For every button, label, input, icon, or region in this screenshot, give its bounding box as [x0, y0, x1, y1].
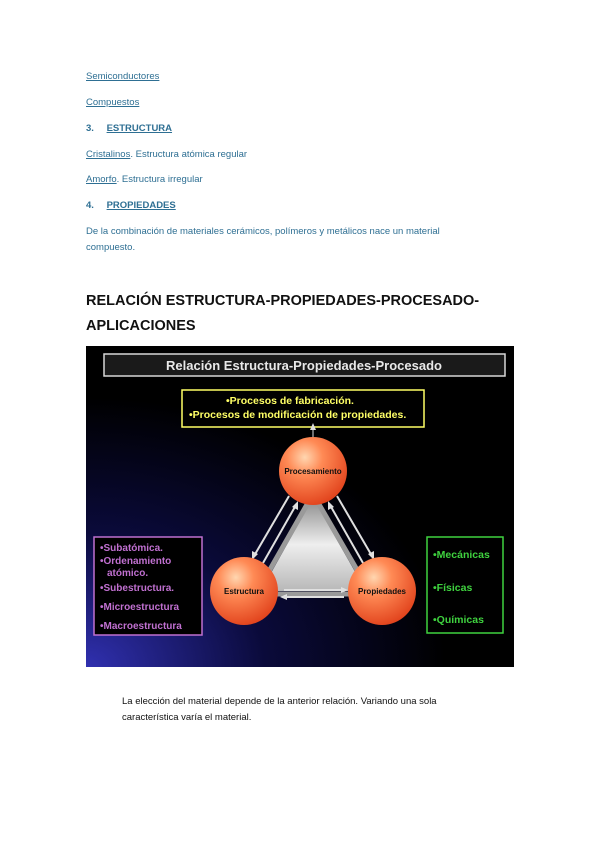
- amorfo-text: . Estructura irregular: [116, 174, 203, 185]
- node-propiedades-label: Propiedades: [357, 587, 407, 596]
- top-box-line-2: •Procesos de modificación de propiedades.: [189, 409, 407, 421]
- semiconductores-paragraph: [86, 71, 159, 82]
- compuesto-paragraph: De la combinación de materiales cerámicos, polímeros y metálicos nace un material compuesto.: [86, 226, 440, 253]
- relation-diagram: [86, 346, 514, 667]
- compuestos-link[interactable]: Compuestos: [86, 97, 140, 108]
- left-box-line-4: •Subestructura.: [100, 583, 175, 594]
- left-box-line-6: •Macroestructura: [100, 621, 182, 632]
- estructura-link[interactable]: ESTRUCTURA: [106, 123, 173, 134]
- cristalinos-link[interactable]: Cristalinos: [86, 149, 131, 160]
- section-3-number: 3.: [86, 123, 94, 134]
- left-box-line-2: •Ordenamiento: [100, 556, 172, 567]
- figure-caption: La elección del material depende de la anterior relación. Variando una sola característica varía el material.: [122, 696, 437, 723]
- node-procesamiento-label: Procesamiento: [284, 467, 342, 476]
- right-box-line-1: •Mecánicas: [433, 549, 490, 561]
- left-box-line-3: atómico.: [107, 568, 149, 579]
- cristalinos-paragraph: [86, 149, 247, 160]
- amorfo-paragraph: [86, 174, 203, 185]
- top-box-line-1: •Procesos de fabricación.: [226, 395, 354, 407]
- section-3-heading: [86, 123, 172, 134]
- right-box-line-2: •Físicas: [433, 582, 473, 594]
- main-section-title: RELACIÓN ESTRUCTURA-PROPIEDADES-PROCESADO-APLICACIONES: [86, 293, 480, 334]
- cristalinos-text: . Estructura atómica regular: [130, 149, 248, 160]
- left-box-line-1: •Subatómica.: [100, 543, 163, 554]
- node-estructura-label: Estructura: [223, 587, 265, 596]
- semiconductores-link[interactable]: Semiconductores: [86, 71, 160, 82]
- left-box-line-5: •Microestructura: [100, 602, 180, 613]
- section-4-heading: [86, 200, 176, 211]
- section-4-number: 4.: [86, 200, 94, 211]
- diagram-title: Relación Estructura-Propiedades-Procesado: [166, 358, 442, 373]
- compuestos-paragraph: [86, 97, 139, 108]
- right-box-line-3: •Químicas: [433, 614, 484, 626]
- amorfo-link[interactable]: Amorfo: [86, 174, 117, 185]
- propiedades-link[interactable]: PROPIEDADES: [106, 200, 176, 211]
